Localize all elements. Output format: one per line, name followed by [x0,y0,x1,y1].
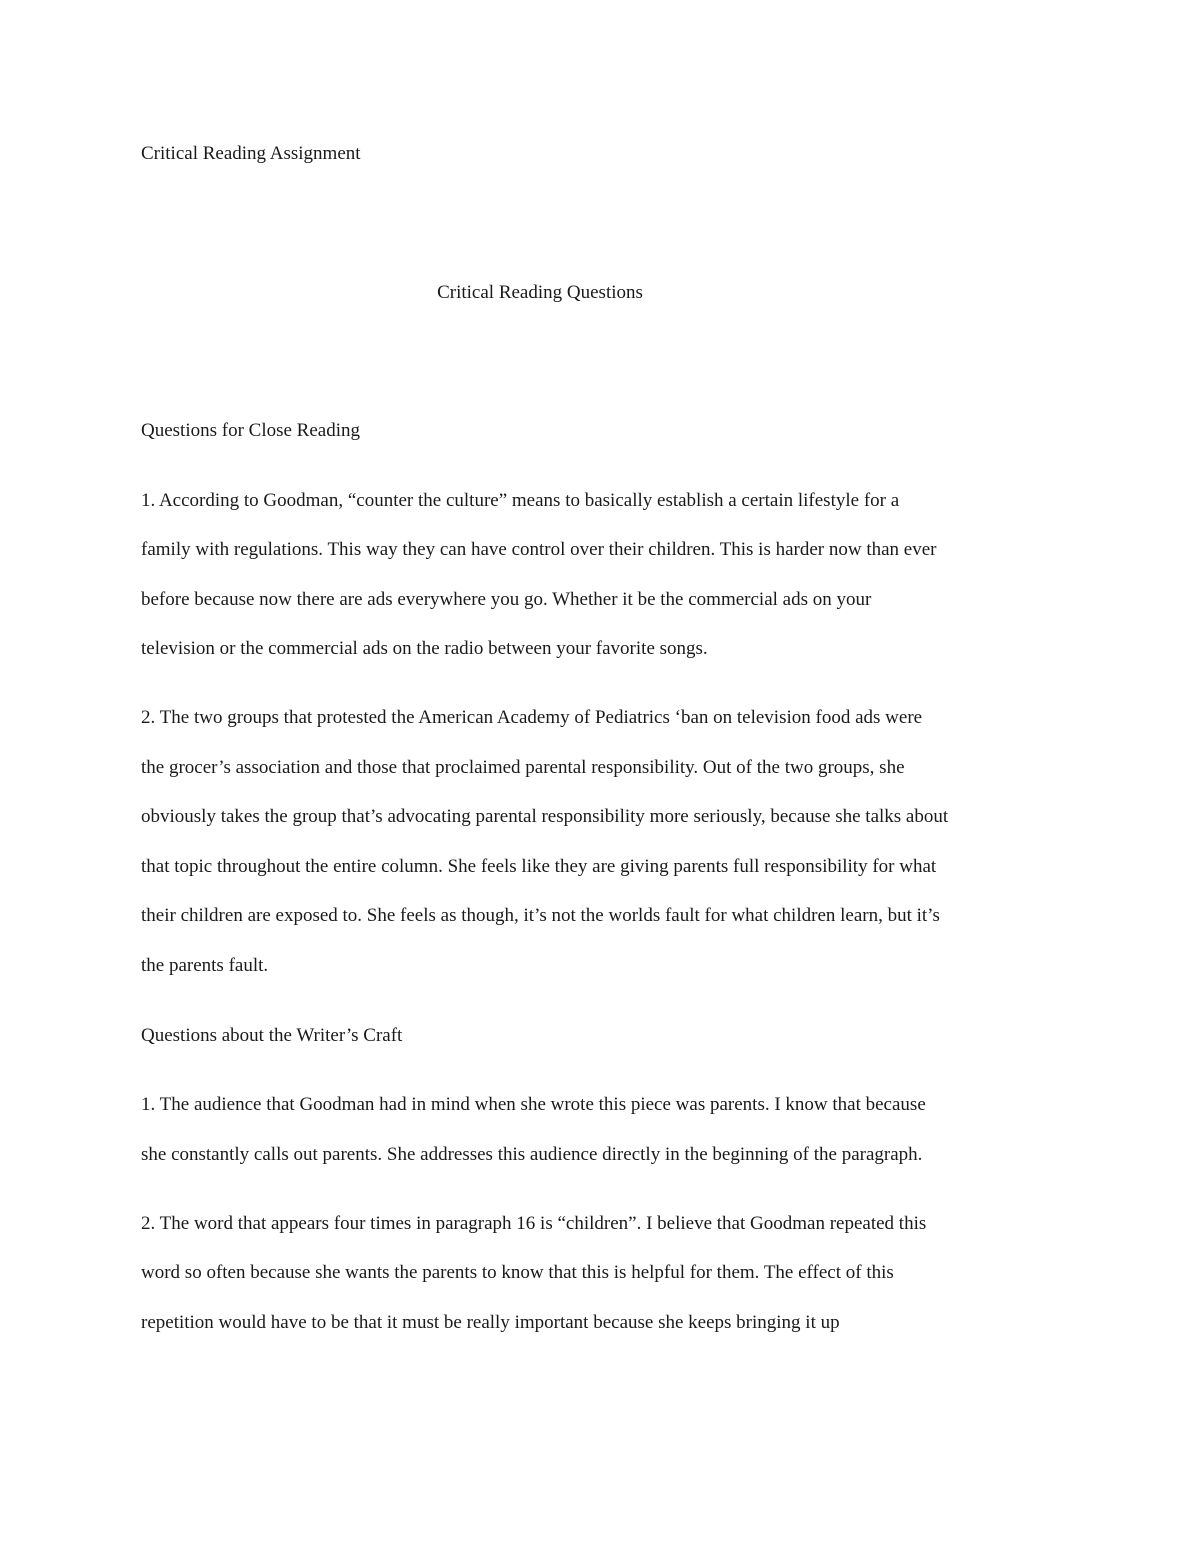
text-line: their children are exposed to. She feels as though, it’s not the worlds fault for what children learn, but it’s [141,905,940,926]
text-line: 1. The audience that Goodman had in mind when she wrote this piece was parents. I know that because [141,1094,926,1115]
section-heading-writers-craft: Questions about the Writer’s Craft [141,1025,403,1046]
text-line: the grocer’s association and those that proclaimed parental responsibility. Out of the two groups, she [141,757,905,778]
text-line: family with regulations. This way they can have control over their children. This is harder now than ever [141,539,937,560]
text-line: repetition would have to be that it must be really important because she keeps bringing it up [141,1312,840,1333]
text-line: obviously takes the group that’s advocating parental responsibility more seriously, because she talks about [141,806,949,827]
document-header: Critical Reading Assignment [141,143,361,164]
text-line: 1. According to Goodman, “counter the culture” means to basically establish a certain lifestyle for a [141,490,900,511]
section-heading-close-reading: Questions for Close Reading [141,420,361,441]
text-line: she constantly calls out parents. She addresses this audience directly in the beginning of the paragraph. [141,1144,923,1165]
text-line: word so often because she wants the parents to know that this is helpful for them. The effect of this [141,1262,894,1283]
text-line: the parents fault. [141,955,269,976]
text-line: 2. The word that appears four times in paragraph 16 is “children”. I believe that Goodman repeated this [141,1213,927,1234]
text-line: 2. The two groups that protested the American Academy of Pediatrics ‘ban on television food ads were [141,707,923,728]
text-line: that topic throughout the entire column. She feels like they are giving parents full responsibility for what [141,856,937,877]
text-line: television or the commercial ads on the radio between your favorite songs. [141,638,708,659]
page-title: Critical Reading Questions [437,282,643,303]
text-line: before because now there are ads everywhere you go. Whether it be the commercial ads on your [141,589,872,610]
